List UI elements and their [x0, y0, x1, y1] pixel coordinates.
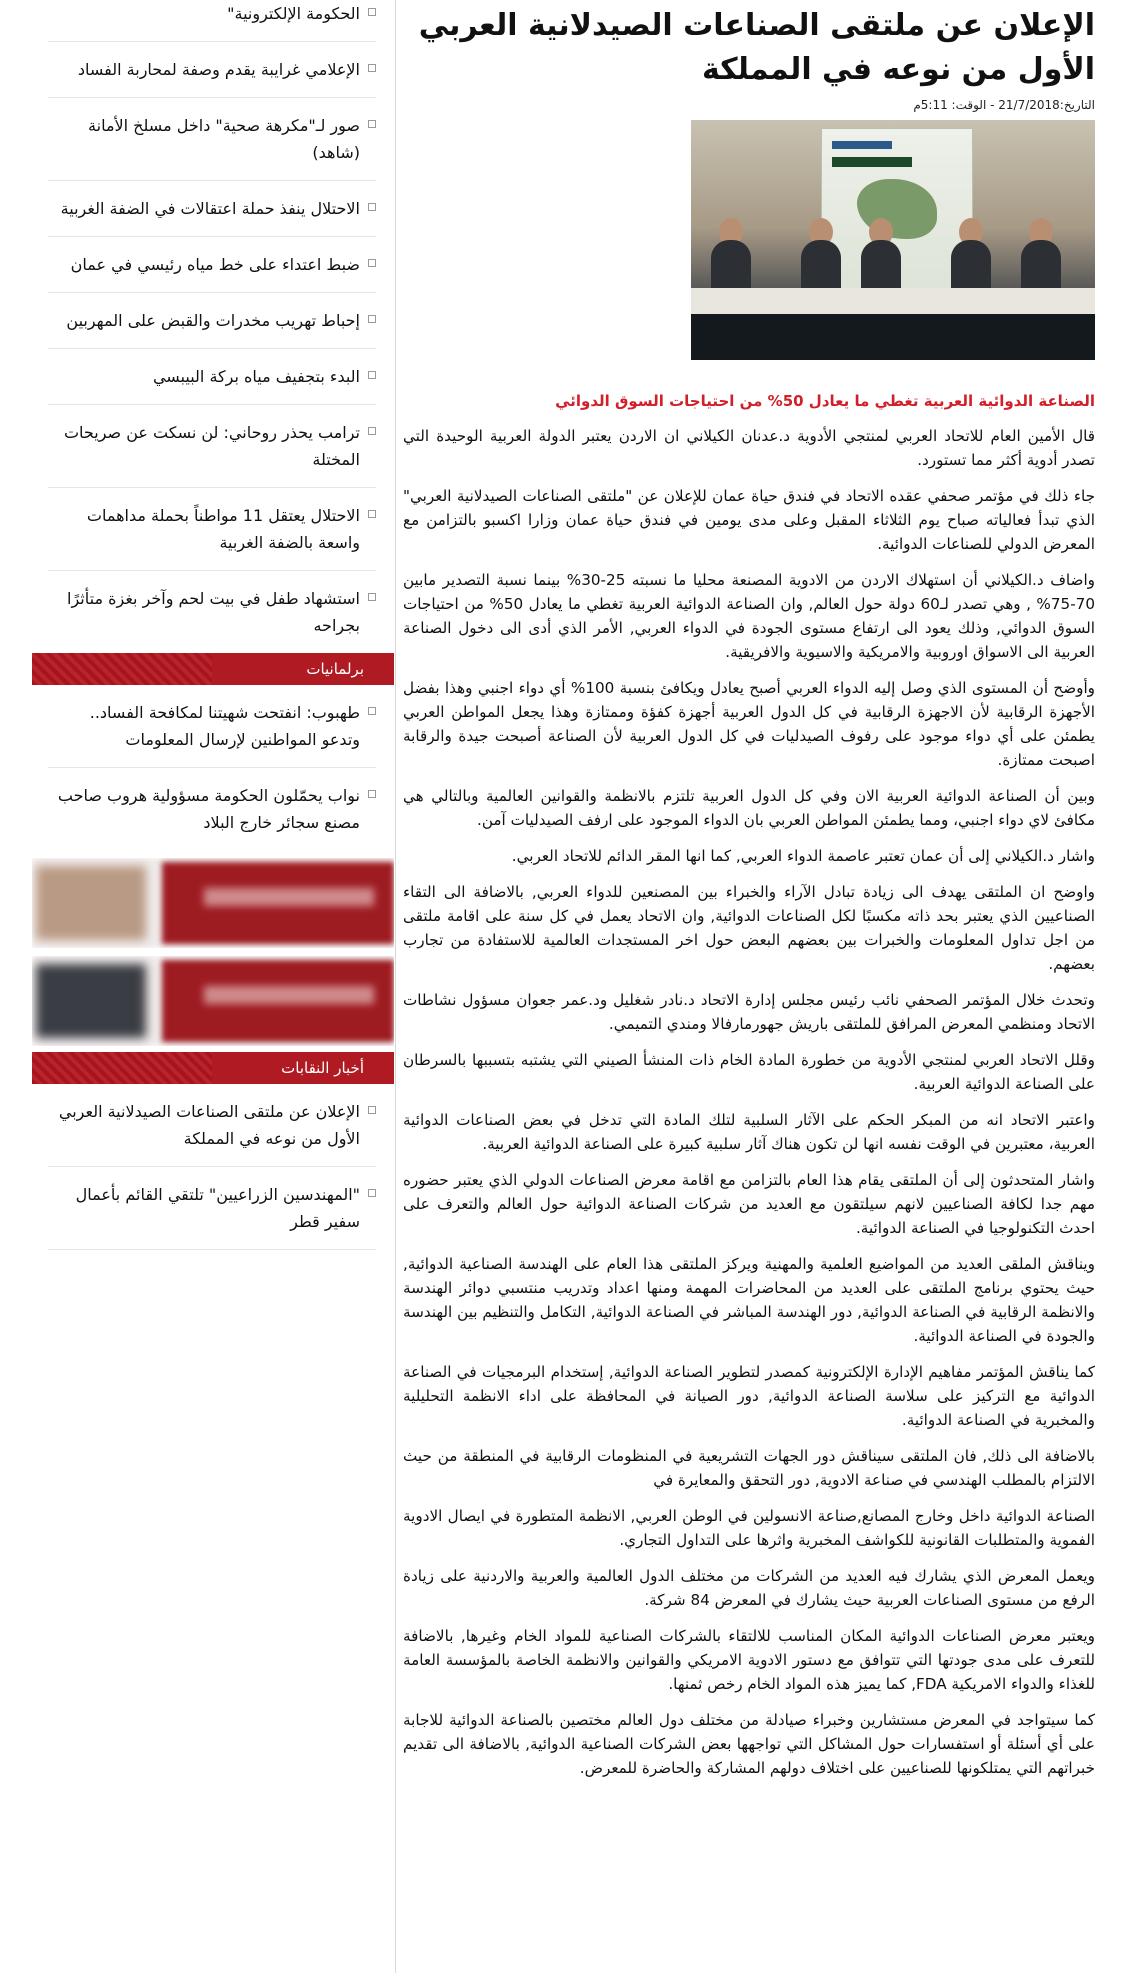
sidebar-news-link[interactable]: الحكومة الإلكترونية": [227, 4, 360, 23]
article-paragraph: ويعتبر معرض الصناعات الدوائية المكان المناسب للالتقاء بالشركات الصناعية للمواد الخام وغيرها, بالاضافة للتعرف على مدى جودتها التي تتوافق مع دستور الادوية الامريكي والقوانين والانظمة الخاصة بالمؤسسة العامة للغذاء والدواء الامريكية FDA, كما يميز هذه المواد الخام رخص ثمنها.: [403, 1627, 1095, 1693]
bullet-icon: [368, 203, 376, 211]
sidebar-news-link[interactable]: الإعلامي غرايبة يقدم وصفة لمحاربة الفساد: [77, 60, 360, 79]
article-photo[interactable]: [691, 120, 1095, 360]
article-paragraph: كما سيتواجد في المعرض مستشارين وخبراء صيادلة من مختلف دول العالم مختصين بالصناعة الدوائية للاجابة على أي أسئلة أو استفسارات حول المشاكل التي تواجهها بعض الشركات الصناعية الدوائية, بالاضافة الى تقديم خبراتهم التي يمتلكونها للصناعيين على اختلاف دولهم المشاركة والحاضرة للمعرض.: [403, 1711, 1095, 1777]
sidebar-news-item[interactable]: [48, 237, 376, 293]
ad-text-blur: [204, 888, 374, 906]
article-paragraph: واشار د.الكيلاني إلى أن عمان تعتبر عاصمة الدواء العربي, كما انها المقر الدائم للاتحاد العربي.: [511, 847, 1095, 865]
section-pattern: [32, 653, 212, 685]
sidebar-news-item[interactable]: [48, 42, 376, 98]
article-photo-wrap: [403, 120, 1095, 360]
sidebar: [32, 0, 394, 1973]
sidebar-news-item[interactable]: [48, 768, 376, 850]
bullet-icon: [368, 8, 376, 16]
sidebar-news-item[interactable]: [48, 181, 376, 237]
bullet-icon: [368, 707, 376, 715]
article-paragraph: واشار المتحدثون إلى أن الملتقى يقام هذا العام بالتزامن مع اقامة معرض الصناعات الدولي الذي يعتبر حضوره مهم جدا لكافة الصناعيين لانهم سيلتقون مع العديد من شركات الصناعة الدوائية حول العالم والتعرف على احدث التكنولوجيا في الصناعة الدوائية.: [403, 1171, 1095, 1237]
bullet-icon: [368, 120, 376, 128]
sidebar-news-item[interactable]: [48, 571, 376, 653]
article-paragraph: كما يناقش المؤتمر مفاهيم الإدارة الإلكترونية كمصدر لتطوير الصناعة الدوائية, إستخدام البرمجيات في الصناعة الدوائية مع التركيز على سلاسة الصناعة الدوائية, دور الصيانة في المحافظة على اداء الانظمة التحليلية والمخبرية في الصناعة الدوائية.: [403, 1363, 1095, 1429]
sidebar-news-item[interactable]: [48, 98, 376, 181]
article-paragraph: الصناعة الدوائية داخل وخارج المصانع,صناعة الانسولين في الوطن العربي, الانظمة المتطورة في ايصال الادوية الفموية والمتطلبات القانونية للكواشف المخبرية واثرها على التداول التجاري.: [403, 1507, 1095, 1549]
sidebar-news-link[interactable]: إحباط تهريب مخدرات والقبض على المهربين: [66, 311, 360, 330]
section-header-syndicates[interactable]: [32, 1052, 394, 1084]
article-date: التاريخ:21/7/2018 - الوقت: 5:11م: [913, 98, 1095, 112]
sidebar-news-link[interactable]: نواب يحمّلون الحكومة مسؤولية هروب صاحب مصنع سجائر خارج البلاد: [57, 786, 360, 832]
sidebar-news-link[interactable]: الاحتلال ينفذ حملة اعتقالات في الضفة الغربية: [60, 199, 360, 218]
sidebar-news-link[interactable]: "المهندسين الزراعيين" تلتقي القائم بأعمال سفير قطر: [75, 1185, 360, 1231]
sidebar-news-link[interactable]: الإعلان عن ملتقى الصناعات الصيدلانية العربي الأول من نوعه في المملكة: [58, 1102, 360, 1148]
sidebar-news-item[interactable]: [48, 488, 376, 571]
article-paragraph: قال الأمين العام للاتحاد العربي لمنتجي الأدوية د.عدنان الكيلاني ان الاردن يعتبر الدولة العربية الوحيدة التي تصدر أدوية أكثر مما تستورد.: [403, 427, 1095, 469]
article-subheading: الصناعة الدوائية العربية تغطي ما يعادل 50% من احتياجات السوق الدوائي: [555, 392, 1095, 410]
article-paragraph: وبين أن الصناعة الدوائية العربية الان وفي كل الدول العربية تلتزم بالانظمة والقوانين العالمية وبالتالي هي مكافئ لاي دواء اجنبي، ومما يطمئن المواطن العربي بان الدواء الموجود على ارفف الصيدليات آمن.: [403, 787, 1095, 829]
banner-text-block: [832, 141, 892, 149]
section-title: برلمانيات: [306, 660, 364, 678]
article-paragraph: جاء ذلك في مؤتمر صحفي عقده الاتحاد في فندق حياة عمان للإعلان عن "ملتقى الصناعات الصيدلانية العربي" الذي تبدأ فعالياته صباح يوم الثلاثاء المقبل وعلى مدى يومين في فندق حياة عمان وزارا اكسبو بالتزامن مع المعرض الدولي للصناعات الدوائية.: [403, 487, 1095, 553]
banner-text-block: [832, 157, 912, 167]
article-paragraph: ويناقش الملقى العديد من المواضيع العلمية والمهنية ويركز الملتقى هذا العام على الهندسة الصناعية الدوائية, حيث يحتوي برنامج الملتقى على العديد من المحاضرات المهمة ومنها اعداد وتدريب منتسبي دوائر الهندسة والانظمة الرقابية في الصناعة الدوائية, دور الهندسة المباشر في الصناعة الدوائية, التكامل والتنظيم بين الهندسة والجودة في الصناعة الدوائية.: [403, 1255, 1095, 1345]
sidebar-news-item[interactable]: [48, 0, 376, 42]
article-paragraph: وقلل الاتحاد العربي لمنتجي الأدوية من خطورة المادة الخام ذات المنشأ الصيني التي يشتبه بتسببها بالسرطان على الصناعة الدوائية العربية.: [403, 1051, 1095, 1093]
section-title: أخبار النقابات: [281, 1059, 364, 1077]
bullet-icon: [368, 510, 376, 518]
sidebar-news-item[interactable]: [48, 1167, 376, 1250]
article-paragraph: ويعمل المعرض الذي يشارك فيه العديد من الشركات من مختلف الدول العالمية والعربية والاردنية على زيادة الرفع من مستوى الصناعات العربية حيث يشارك في المعرض 84 شركة.: [403, 1567, 1095, 1609]
ad-text-blur: [204, 986, 374, 1004]
sidebar-news-link[interactable]: ضبط اعتداء على خط مياه رئيسي في عمان: [70, 255, 360, 274]
article-paragraph: بالاضافة الى ذلك, فان الملتقى سيناقش دور الجهات التشريعية في المنظومات الرقابية في المنطقة من حيث الالتزام بالمطلب الهندسي في صناعة الادوية, دور التحقق والمعايرة في: [403, 1447, 1095, 1489]
sidebar-news-list: [32, 0, 394, 653]
bullet-icon: [368, 790, 376, 798]
bullet-icon: [368, 1106, 376, 1114]
ad-banner[interactable]: [32, 956, 394, 1046]
sidebar-news-link[interactable]: صور لـ"مكرهة صحية" داخل مسلخ الأمانة (شاهد): [88, 116, 360, 162]
ad-banner[interactable]: [32, 858, 394, 948]
syndicates-news-list: [32, 1084, 394, 1250]
article-column: [395, 0, 1095, 1973]
article-title: الإعلان عن ملتقى الصناعات الصيدلانية العربي الأول من نوعه في المملكة: [418, 8, 1095, 87]
section-pattern: [32, 1052, 212, 1084]
article-paragraph: واعتبر الاتحاد انه من المبكر الحكم على الآثار السلبية لتلك المادة التي تدخل في بعض الصناعات الدوائية العربية، معتبرين في الوقت نفسه انها لن تكون هناك آثار سلبية كبيرة على الصناعة الدوائية العربية.: [403, 1111, 1095, 1153]
sidebar-news-link[interactable]: الاحتلال يعتقل 11 مواطناً بحملة مداهمات واسعة بالضفة الغربية: [86, 506, 360, 552]
ad-image: [36, 866, 146, 940]
conference-table: [691, 288, 1095, 314]
sidebar-news-link[interactable]: استشهاد طفل في بيت لحم وآخر بغزة متأثرًا بجراحه: [67, 589, 360, 635]
article-paragraph: وتحدث خلال المؤتمر الصحفي نائب رئيس مجلس إدارة الاتحاد د.نادر شغليل ود.عمر جعوان مسؤول نشاطات الاتحاد ومنظمي المعرض المرافق للملتقى باريش جهورمارفالا ومندي التميمي.: [403, 991, 1095, 1033]
ad-image: [36, 964, 146, 1038]
bullet-icon: [368, 593, 376, 601]
sidebar-news-item[interactable]: [48, 685, 376, 768]
sidebar-news-link[interactable]: طهبوب: انفتحت شهيتنا لمكافحة الفساد.. وتدعو المواطنين لإرسال المعلومات: [89, 703, 360, 749]
sidebar-news-link[interactable]: البدء بتجفيف مياه بركة البيبسي: [152, 367, 360, 386]
article-paragraph: واوضح ان الملتقى يهدف الى زيادة تبادل الآراء والخبراء بين المصنعين للدواء العربي, بالاضافة الى التقاء الصناعيين الذي يعتبر بحد ذاته مكسبًا لكل الصناعات الدوائية, وان الاتحاد يعمل في كل سنة على اقامة ملتقى من اجل تداول المعلومات والخبرات بين بعضهم البعض حول اخر المستجدات العالمية للاستفادة من تجارب بعضهم.: [403, 883, 1095, 973]
bullet-icon: [368, 315, 376, 323]
bullet-icon: [368, 1189, 376, 1197]
section-header-parliament[interactable]: [32, 653, 394, 685]
sidebar-news-link[interactable]: ترامب يحذر روحاني: لن نسكت عن صريحات المختلة: [63, 423, 360, 469]
bullet-icon: [368, 64, 376, 72]
sidebar-news-item[interactable]: [48, 405, 376, 488]
photo-foreground: [691, 314, 1095, 360]
bullet-icon: [368, 427, 376, 435]
sidebar-news-item[interactable]: [48, 293, 376, 349]
bullet-icon: [368, 259, 376, 267]
article-body: [403, 424, 1095, 1780]
bullet-icon: [368, 371, 376, 379]
article-paragraph: واضاف د.الكيلاني أن استهلاك الاردن من الادوية المصنعة محليا ما نسبته 25-30% بينما نسبة التصدير مابين 70-75% , وهي تصدر لـ60 دولة حول العالم, وان الصناعة الدوائية العربية تغطي ما يعادل 50% من احتياجات السوق الدوائي, وذلك يعود الى ارتفاع مستوى الجودة في الدواء العربي, الأمر الذي أدى الى دخول الصناعة العربية الى الاسواق اوروبية والامريكية والاسيوية والافريقية.: [403, 571, 1095, 661]
sidebar-news-item[interactable]: [48, 1084, 376, 1167]
parliament-news-list: [32, 685, 394, 850]
article-paragraph: وأوضح أن المستوى الذي وصل إليه الدواء العربي أصبح يعادل ويكافئ بنسبة 100% أي دواء اجنبي وهذا بفضل الأجهزة الرقابية لأن الاجهزة الرقابية في كل الدول العربية أجهزة كفؤة وممتازة وهذا يجعل المواطن العربي يطمئن على أي دواء موجود على رفوف الصيدليات في كل الدول العربية لأن الصناعة أصبحت جيدة والرقابة اصبحت ممتازة.: [403, 679, 1095, 769]
sidebar-news-item[interactable]: [48, 349, 376, 405]
